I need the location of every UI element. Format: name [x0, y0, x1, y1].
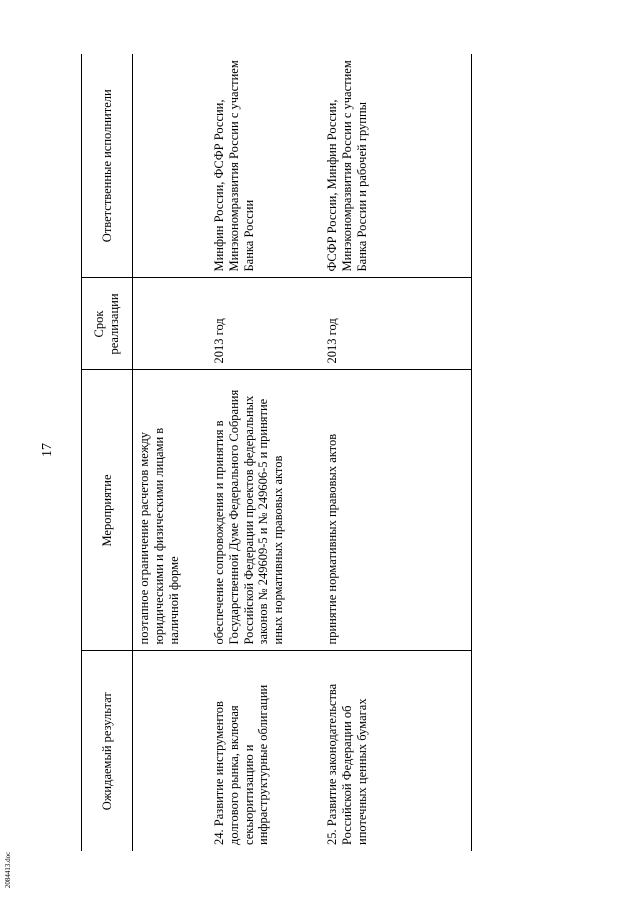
cell-measure: поэтапное ограничение расчетов между юридическими и физическими лицами в наличной форме	[133, 370, 209, 651]
cell-responsible: ФСФР России, Минфин России, Минэкономразвития России с участием Банка России и рабочей группы	[321, 54, 472, 278]
table-row	[133, 54, 209, 851]
cell-measure: принятие нормативных правовых актов	[321, 370, 472, 651]
cell-deadline: 2013 год	[321, 278, 472, 370]
header-deadline: Срок реализации	[82, 278, 133, 370]
cell-deadline	[133, 278, 209, 370]
rotated-table-container	[81, 54, 457, 851]
table-header-row	[82, 54, 133, 851]
cell-measure: обеспечение сопровождения и принятия в Государственной Думе Федерального Собрания Российской Федерации проектов федеральных законов № 249609-5 и № 249606-5 и принятие иных нормативных правовых актов	[208, 370, 321, 651]
cell-expected-result	[133, 651, 209, 851]
cell-deadline: 2013 год	[208, 278, 321, 370]
measures-table	[81, 54, 472, 851]
document-footer: 2084413.doc	[4, 851, 12, 889]
table-row	[208, 54, 321, 851]
page-number: 17	[40, 443, 55, 457]
header-measure: Мероприятие	[82, 370, 133, 651]
table-row	[321, 54, 472, 851]
cell-responsible	[133, 54, 209, 278]
cell-responsible: Минфин России, ФСФР России, Минэкономразвития России с участием Банка России	[208, 54, 321, 278]
header-expected-result: Ожидаемый результат	[82, 651, 133, 851]
cell-expected-result: 25. Развитие законодательства Российской Федерации об ипотечных ценных бумагах	[321, 651, 472, 851]
header-responsible: Ответственные исполнители	[82, 54, 133, 278]
cell-expected-result: 24. Развитие инструментов долгового рынка, включая секьюритизацию и инфраструктурные облигации	[212, 684, 271, 845]
